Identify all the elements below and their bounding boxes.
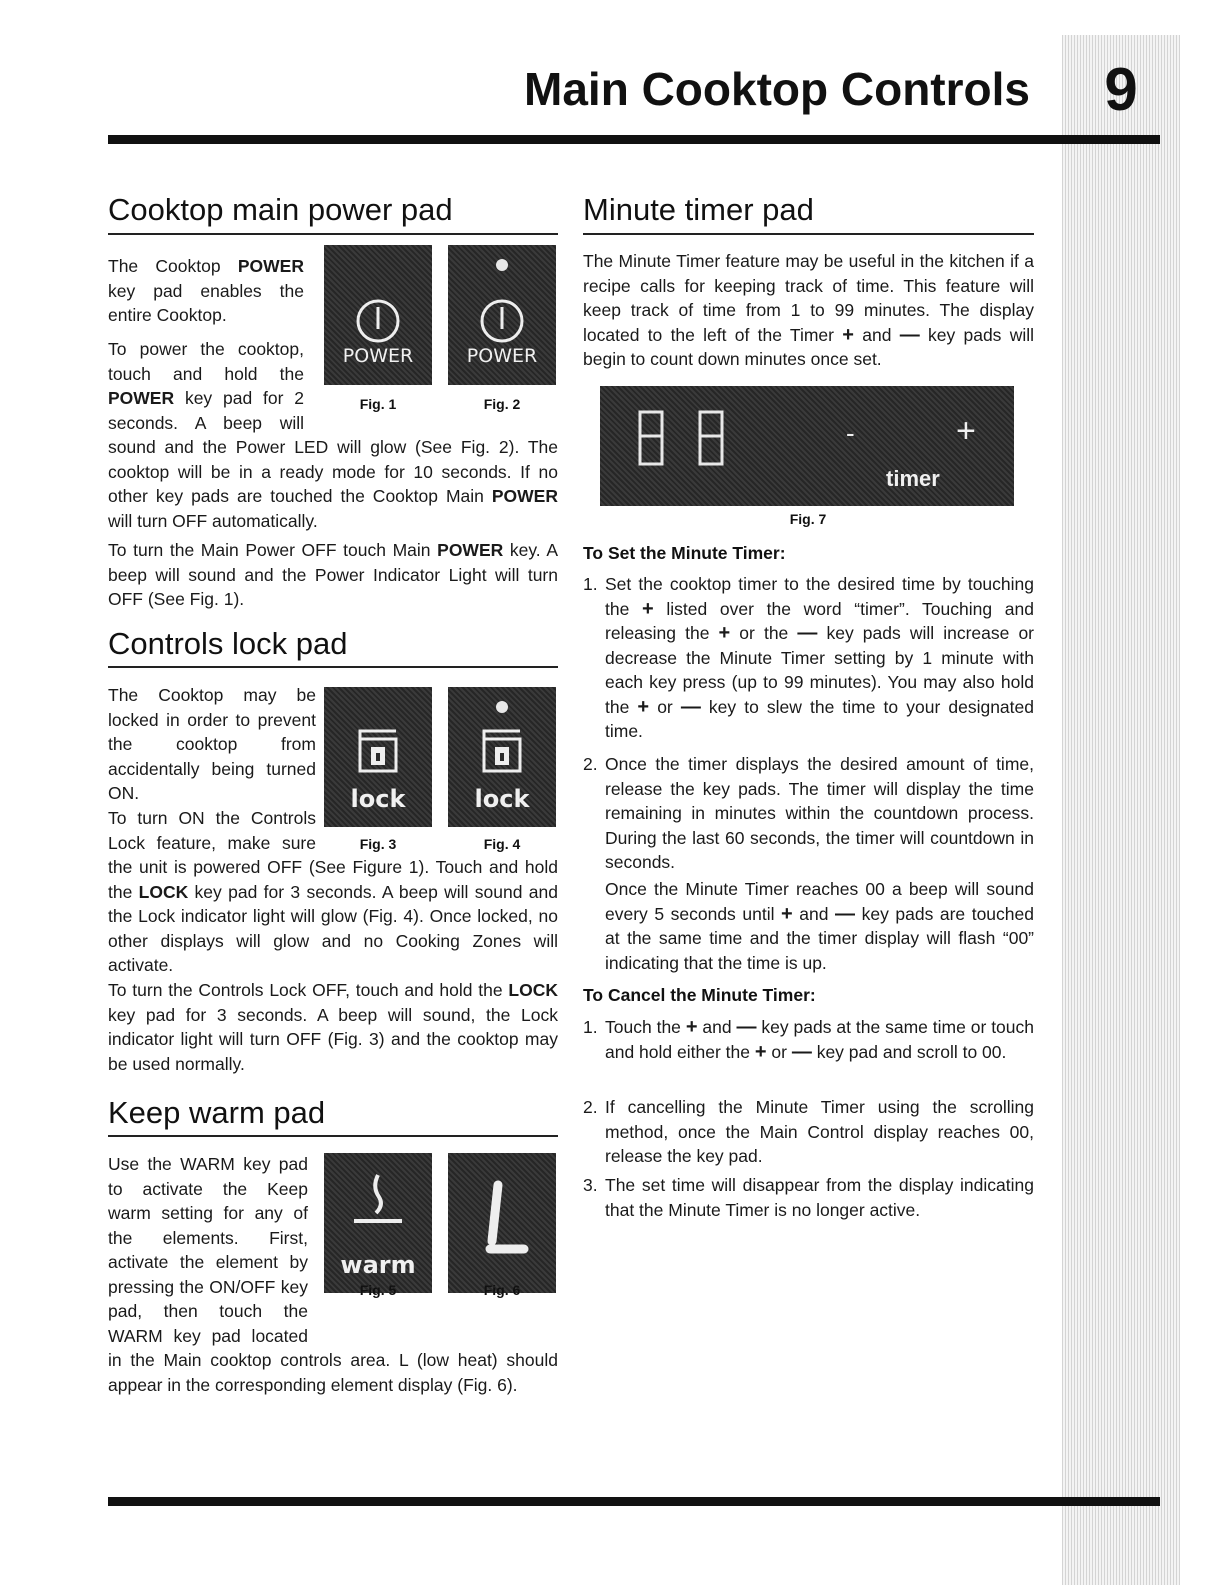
cancel-step-2: If cancelling the Minute Timer using the scrolling method, once the Main Control display reaches 00, release the key pad.: [605, 1097, 1034, 1166]
header-rule: [108, 135, 1160, 144]
power-paragraph-3: To turn the Main Power OFF touch Main POWER key. A beep will sound and the Power Indicator Light will turn OFF (See Fig. 1).: [108, 540, 558, 609]
fig-2-caption: Fig. 2: [483, 396, 521, 412]
minus-icon: —: [736, 1016, 757, 1038]
power-heading-rule: [108, 233, 558, 235]
timer-heading-rule: [583, 233, 1034, 235]
plus-icon: +: [685, 1016, 698, 1038]
step-number: 1.: [583, 1017, 598, 1037]
plus-icon: +: [842, 323, 854, 346]
power-pad-on: [448, 245, 556, 385]
warm-pad-label: warm: [340, 1251, 416, 1279]
minus-icon: —: [899, 323, 920, 346]
timer-heading: Minute timer pad: [583, 192, 814, 227]
lock-paragraph-3: To turn the Controls Lock OFF, touch and hold the LOCK key pad for 3 seconds. A beep will sound, the Lock indicator light will turn OFF (Fig. 3) and the cooktop may be used normally.: [108, 980, 558, 1074]
cancel-step-1: Touch the + and — key pads at the same time or touch and hold either the + or — key pad and scroll to 00.: [605, 1016, 1034, 1063]
low-heat-l-icon: [448, 1153, 556, 1293]
minus-icon: —: [791, 1040, 812, 1063]
power-pad-label: POWER: [466, 345, 538, 367]
plus-icon: +: [754, 1040, 767, 1063]
set-step-1: Set the cooktop timer to the desired time by touching the + listed over the word “timer”. Touching and releasing the + or the — key pads will increase or decrease the Minute Timer setting by 1 minute with each key press (up to 99 minutes). You may also hold the + or — key to slew the time to your designated time.: [605, 574, 1034, 741]
timer-plus-key: +: [956, 412, 976, 450]
set-timer-heading: To Set the Minute Timer:: [583, 543, 786, 563]
minus-icon: —: [680, 695, 701, 718]
footer-rule: [108, 1497, 1160, 1506]
minus-icon: —: [835, 902, 856, 925]
warm-heading-rule: [108, 1135, 558, 1137]
lock-pad-on: [448, 687, 556, 827]
fig-1-caption: Fig. 1: [359, 396, 397, 412]
step-number: 3.: [583, 1175, 598, 1195]
power-paragraph-2: To power the cooktop, touch and hold the POWER key pad for 2 seconds. A beep will sound and the Power LED will glow (See Fig. 2). The cooktop will be in a ready mode for 10 seconds. If no other key pads are touched the Cooktop Main POWER will turn OFF automatically.: [108, 339, 558, 531]
timer-intro: The Minute Timer feature may be useful in the kitchen if a recipe calls for keeping track of time. This feature will keep track of time from 1 to 99 minutes. The display located to the left of the Timer + and — key pads will begin to count down minutes once set.: [583, 251, 1034, 369]
step-number: 1.: [583, 574, 598, 594]
step-number: 2.: [583, 1097, 598, 1117]
fig-5-caption: Fig. 5: [359, 1282, 397, 1298]
step-number: 2.: [583, 754, 598, 774]
minus-icon: —: [797, 622, 818, 644]
seven-segment-88-icon: [600, 386, 1014, 506]
plus-icon: +: [781, 902, 793, 925]
power-pad-label: POWER: [342, 345, 414, 367]
fig-3-caption: Fig. 3: [359, 836, 397, 852]
lock-heading-rule: [108, 666, 558, 668]
power-paragraph-1: The Cooktop POWER key pad enables the entire Cooktop.: [108, 256, 304, 325]
warm-paragraph-1: Use the WARM key pad to activate the Keep warm setting for any of the elements. First, activate the element by pressing the ON/OFF key pad, then touch the WARM key pad located in the Main cooktop controls area. L (low heat) should appear in the corresponding element display (Fig. 6).: [108, 1154, 558, 1395]
timer-pad-label: timer: [886, 466, 940, 491]
page-number: 9: [1104, 56, 1138, 123]
cancel-step-3: The set time will disappear from the display indicating that the Minute Timer is no longer active.: [605, 1175, 1034, 1220]
page-title: Main Cooktop Controls: [524, 63, 1030, 115]
lock-paragraph-2: To turn ON the Controls Lock feature, make sure the unit is powered OFF (See Figure 1). Touch and hold the LOCK key pad for 3 seconds. A beep will sound and the Lock indicator light will glow (Fig. 4). Once locked, no other displays will glow and no Cooking Zones will activate.: [108, 808, 558, 975]
timer-panel: [600, 386, 1014, 506]
warm-heading: Keep warm pad: [108, 1095, 326, 1130]
fig-6-caption: Fig. 6: [483, 1282, 521, 1298]
plus-icon: +: [642, 597, 654, 620]
plus-icon: +: [637, 695, 650, 718]
set-step-2: Once the timer displays the desired amount of time, release the key pads. The timer will display the time remaining in minutes within the countdown process. During the last 60 seconds, the timer will countdown in seconds.: [605, 754, 1034, 872]
warm-pad: [324, 1153, 432, 1293]
fig-7-caption: Fig. 7: [789, 511, 827, 527]
cancel-timer-heading: To Cancel the Minute Timer:: [583, 985, 816, 1005]
side-tab-decoration: [1062, 35, 1180, 1585]
lock-heading: Controls lock pad: [108, 626, 348, 661]
plus-icon: +: [718, 622, 731, 644]
power-pad-off: [324, 245, 432, 385]
warm-display-low: [448, 1153, 556, 1293]
lock-paragraph-1: The Cooktop may be locked in order to prevent the cooktop from accidentally being turned ON.: [108, 685, 316, 803]
lock-pad-off: [324, 687, 432, 827]
timer-minus-key: -: [846, 418, 855, 448]
power-heading: Cooktop main power pad: [108, 192, 453, 227]
lock-pad-label: lock: [350, 785, 406, 813]
fig-4-caption: Fig. 4: [483, 836, 521, 852]
lock-pad-label: lock: [474, 785, 530, 813]
set-step-2-note: Once the Minute Timer reaches 00 a beep will sound every 5 seconds until + and — key pads are touched at the same time and the timer display will flash “00” indicating that the time is up.: [605, 879, 1034, 973]
